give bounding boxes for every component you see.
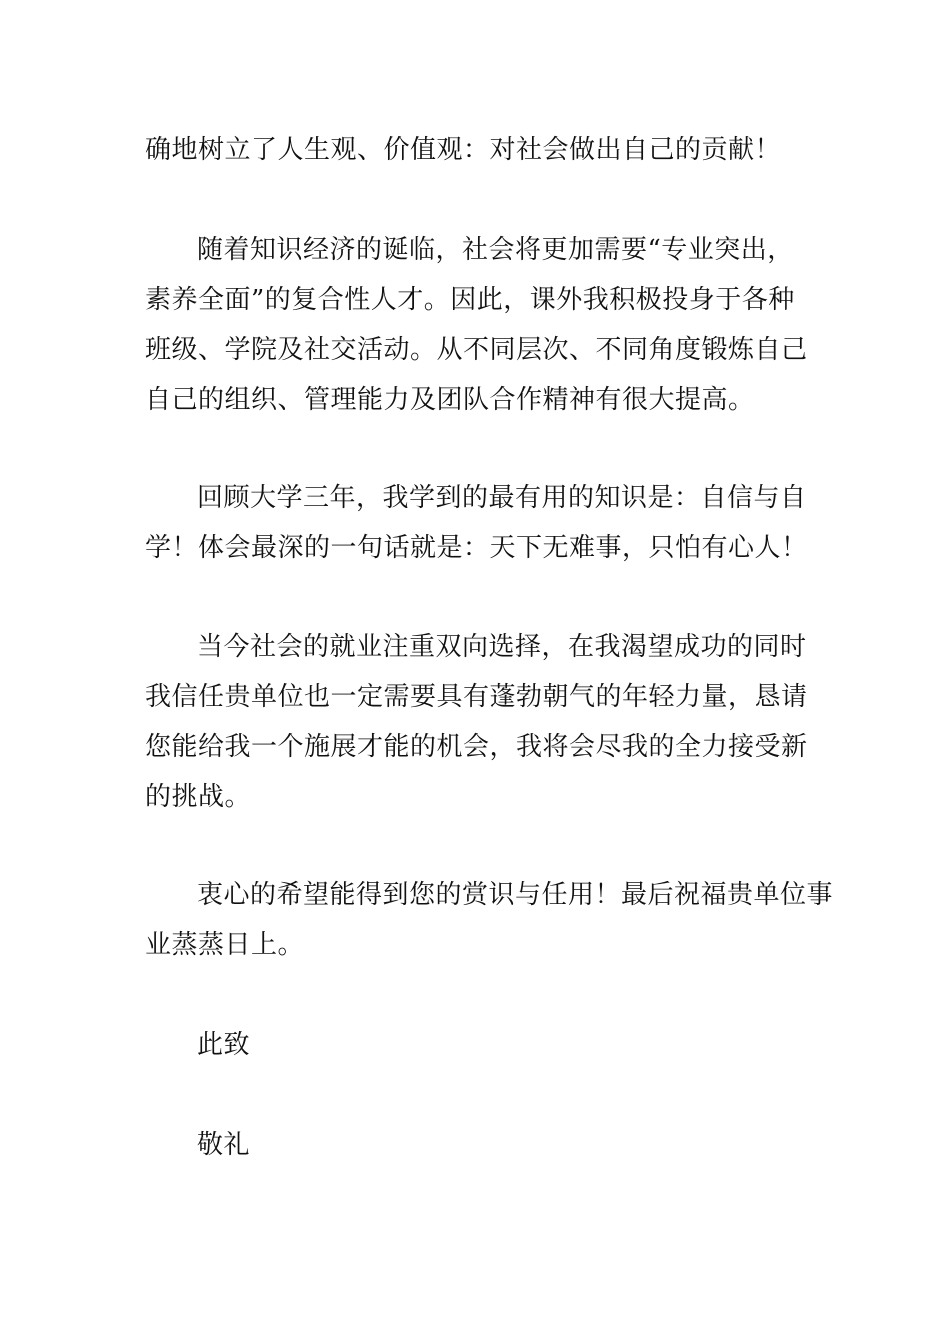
paragraph-line: 我信任贵单位也一定需要具有蓬勃朝气的年轻力量，恳请 — [145, 682, 808, 712]
paragraph-line: 当今社会的就业注重双向选择，在我渴望成功的同时 — [197, 632, 807, 662]
paragraph-line: 衷心的希望能得到您的赏识与任用！最后祝福贵单位事 — [197, 880, 834, 910]
paragraph-line: 回顾大学三年，我学到的最有用的知识是：自信与自 — [197, 483, 807, 513]
paragraph-line: 随着知识经济的诞临，社会将更加需要“专业突出， — [197, 235, 794, 265]
paragraph-line: 您能给我一个施展才能的机会，我将会尽我的全力接受新 — [145, 732, 808, 762]
paragraph-line: 学！体会最深的一句话就是：天下无难事，只怕有心人！ — [145, 533, 808, 563]
paragraph-line: 的挑战。 — [145, 782, 252, 812]
closing-salutation: 此致 — [197, 1030, 251, 1060]
paragraph-line: 班级、学院及社交活动。从不同层次、不同角度锻炼自己 — [145, 335, 808, 365]
closing-regards: 敬礼 — [197, 1130, 251, 1160]
paragraph-line: 确地树立了人生观、价值观：对社会做出自己的贡献！ — [145, 135, 782, 165]
paragraph-line: 素养全面”的复合性人才。因此，课外我积极投身于各种 — [145, 285, 795, 315]
paragraph-line: 业蒸蒸日上。 — [145, 930, 305, 960]
paragraph-line: 自己的组织、管理能力及团队合作精神有很大提高。 — [145, 385, 755, 415]
